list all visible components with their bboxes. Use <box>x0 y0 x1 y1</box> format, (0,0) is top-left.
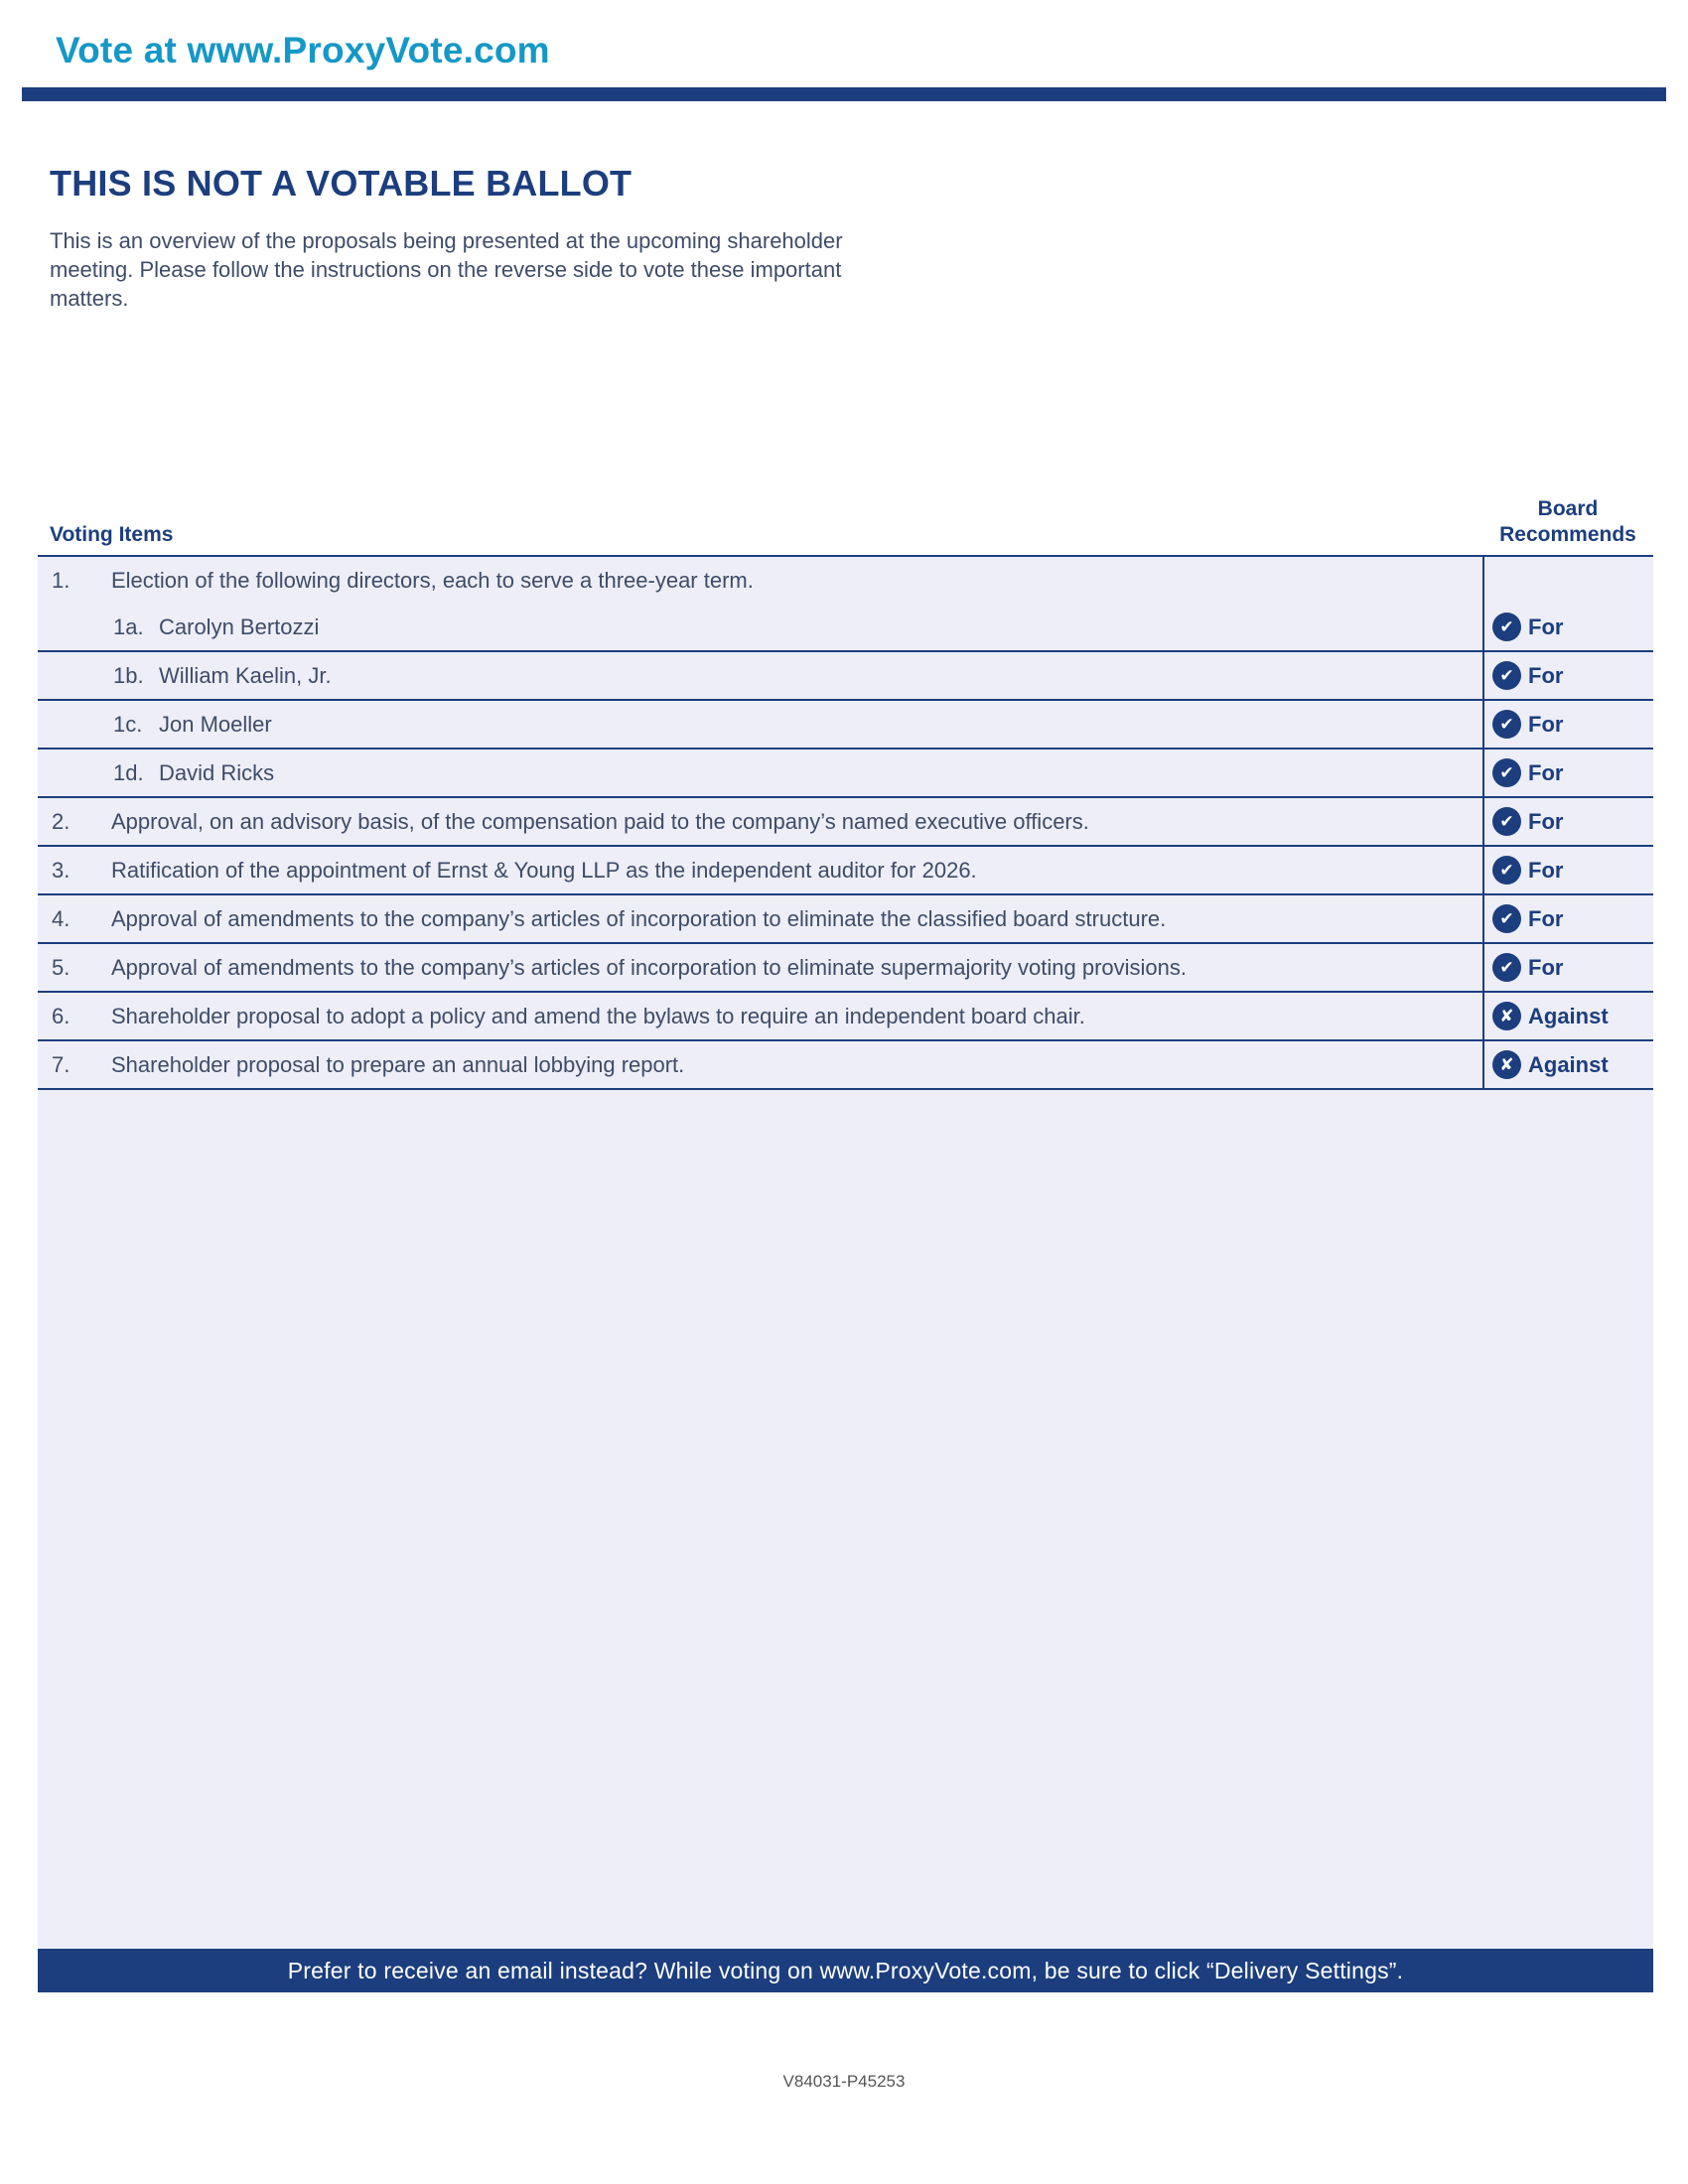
recommendation-label: For <box>1528 857 1564 883</box>
voting-item <box>38 944 1482 991</box>
voting-item <box>38 557 1482 604</box>
voting-row <box>38 750 1653 798</box>
document-code: V84031-P45253 <box>782 2072 906 2092</box>
voting-item <box>38 652 1482 699</box>
recommendation-label: For <box>1528 662 1564 688</box>
recommendation-cell <box>1482 993 1653 1039</box>
voting-row <box>38 798 1653 847</box>
voting-items-header: Voting Items <box>50 523 174 547</box>
item-number: 3. <box>52 857 70 883</box>
recommendation-label: For <box>1528 711 1564 737</box>
voting-item <box>38 1041 1482 1088</box>
x-circle-icon: ✘ <box>1492 1002 1521 1030</box>
item-text: Carolyn Bertozzi <box>159 614 320 639</box>
board-recommends-line1: Board <box>1537 497 1599 521</box>
board-recommends-line2: Recommends <box>1499 522 1636 546</box>
x-circle-icon: ✘ <box>1492 1050 1521 1079</box>
recommendation-label: For <box>1528 759 1564 785</box>
item-number: 1c. <box>113 711 143 737</box>
voting-table <box>38 555 1653 1090</box>
table-filler <box>38 1090 1653 1949</box>
voting-row <box>38 895 1653 944</box>
item-number: 6. <box>52 1003 70 1028</box>
recommendation-cell <box>1482 798 1653 845</box>
check-circle-icon: ✔ <box>1492 856 1521 885</box>
item-number: 1d. <box>113 759 144 785</box>
item-number: 1b. <box>113 662 144 688</box>
voting-item <box>38 895 1482 942</box>
item-number: 5. <box>52 954 70 980</box>
voting-row <box>38 1041 1653 1090</box>
recommendation-cell <box>1482 750 1653 796</box>
item-text: Ratification of the appointment of Ernst & Young LLP as the independent auditor for 2026. <box>111 857 977 883</box>
recommendation-label: For <box>1528 808 1564 834</box>
item-number: 7. <box>52 1051 70 1077</box>
email-banner-text: Prefer to receive an email instead? While voting on www.ProxyVote.com, be sure to click “Delivery Settings”. <box>287 1957 1404 1983</box>
board-recommends-header <box>1482 496 1653 547</box>
voting-item <box>38 798 1482 845</box>
voting-row <box>38 604 1653 652</box>
voting-row <box>38 847 1653 895</box>
table-headers <box>38 496 1653 547</box>
check-circle-icon: ✔ <box>1492 807 1521 836</box>
voting-item <box>38 750 1482 796</box>
item-number: 2. <box>52 808 70 834</box>
recommendation-label: Against <box>1528 1003 1609 1028</box>
recommendation-label: For <box>1528 905 1564 931</box>
item-text: David Ricks <box>159 759 275 785</box>
item-text: Jon Moeller <box>159 711 272 737</box>
recommendation-cell <box>1482 557 1653 604</box>
item-text: Approval of amendments to the company’s articles of incorporation to eliminate the classified board structure. <box>111 905 1167 931</box>
item-number: 4. <box>52 905 70 931</box>
voting-item <box>38 604 1482 650</box>
item-text: Shareholder proposal to adopt a policy and amend the bylaws to require an independent board chair. <box>111 1003 1085 1028</box>
voting-item <box>38 847 1482 893</box>
notice-body: This is an overview of the proposals being presented at the upcoming shareholder meeting. Please follow the instructions on the reverse side to vote these important matters. <box>50 228 843 312</box>
voting-row <box>38 993 1653 1041</box>
item-text: William Kaelin, Jr. <box>159 662 332 688</box>
email-banner <box>38 1949 1653 1992</box>
voting-row <box>38 652 1653 701</box>
header-rule <box>22 87 1666 101</box>
recommendation-cell <box>1482 701 1653 748</box>
recommendation-cell <box>1482 604 1653 650</box>
recommendation-cell <box>1482 652 1653 699</box>
item-text: Approval of amendments to the company’s articles of incorporation to eliminate supermajority voting provisions. <box>111 954 1188 980</box>
recommendation-label: Against <box>1528 1051 1609 1077</box>
recommendation-cell <box>1482 944 1653 991</box>
item-text: Election of the following directors, each to serve a three-year term. <box>111 567 754 593</box>
voting-item <box>38 701 1482 748</box>
check-circle-icon: ✔ <box>1492 904 1521 933</box>
voting-item <box>38 993 1482 1039</box>
item-number: 1. <box>52 567 70 593</box>
check-circle-icon: ✔ <box>1492 758 1521 787</box>
check-circle-icon: ✔ <box>1492 661 1521 690</box>
check-circle-icon: ✔ <box>1492 613 1521 641</box>
voting-row <box>38 557 1653 604</box>
voting-row <box>38 701 1653 750</box>
item-text: Shareholder proposal to prepare an annual lobbying report. <box>111 1051 685 1077</box>
voting-row <box>38 944 1653 993</box>
check-circle-icon: ✔ <box>1492 953 1521 982</box>
recommendation-label: For <box>1528 614 1564 639</box>
item-number: 1a. <box>113 614 144 639</box>
item-text: Approval, on an advisory basis, of the compensation paid to the company’s named executive officers. <box>111 808 1089 834</box>
vote-at-heading: Vote at www.ProxyVote.com <box>56 30 550 70</box>
recommendation-cell <box>1482 847 1653 893</box>
notice-title: THIS IS NOT A VOTABLE BALLOT <box>50 163 633 204</box>
recommendation-cell <box>1482 895 1653 942</box>
recommendation-label: For <box>1528 954 1564 980</box>
check-circle-icon: ✔ <box>1492 710 1521 739</box>
recommendation-cell <box>1482 1041 1653 1088</box>
